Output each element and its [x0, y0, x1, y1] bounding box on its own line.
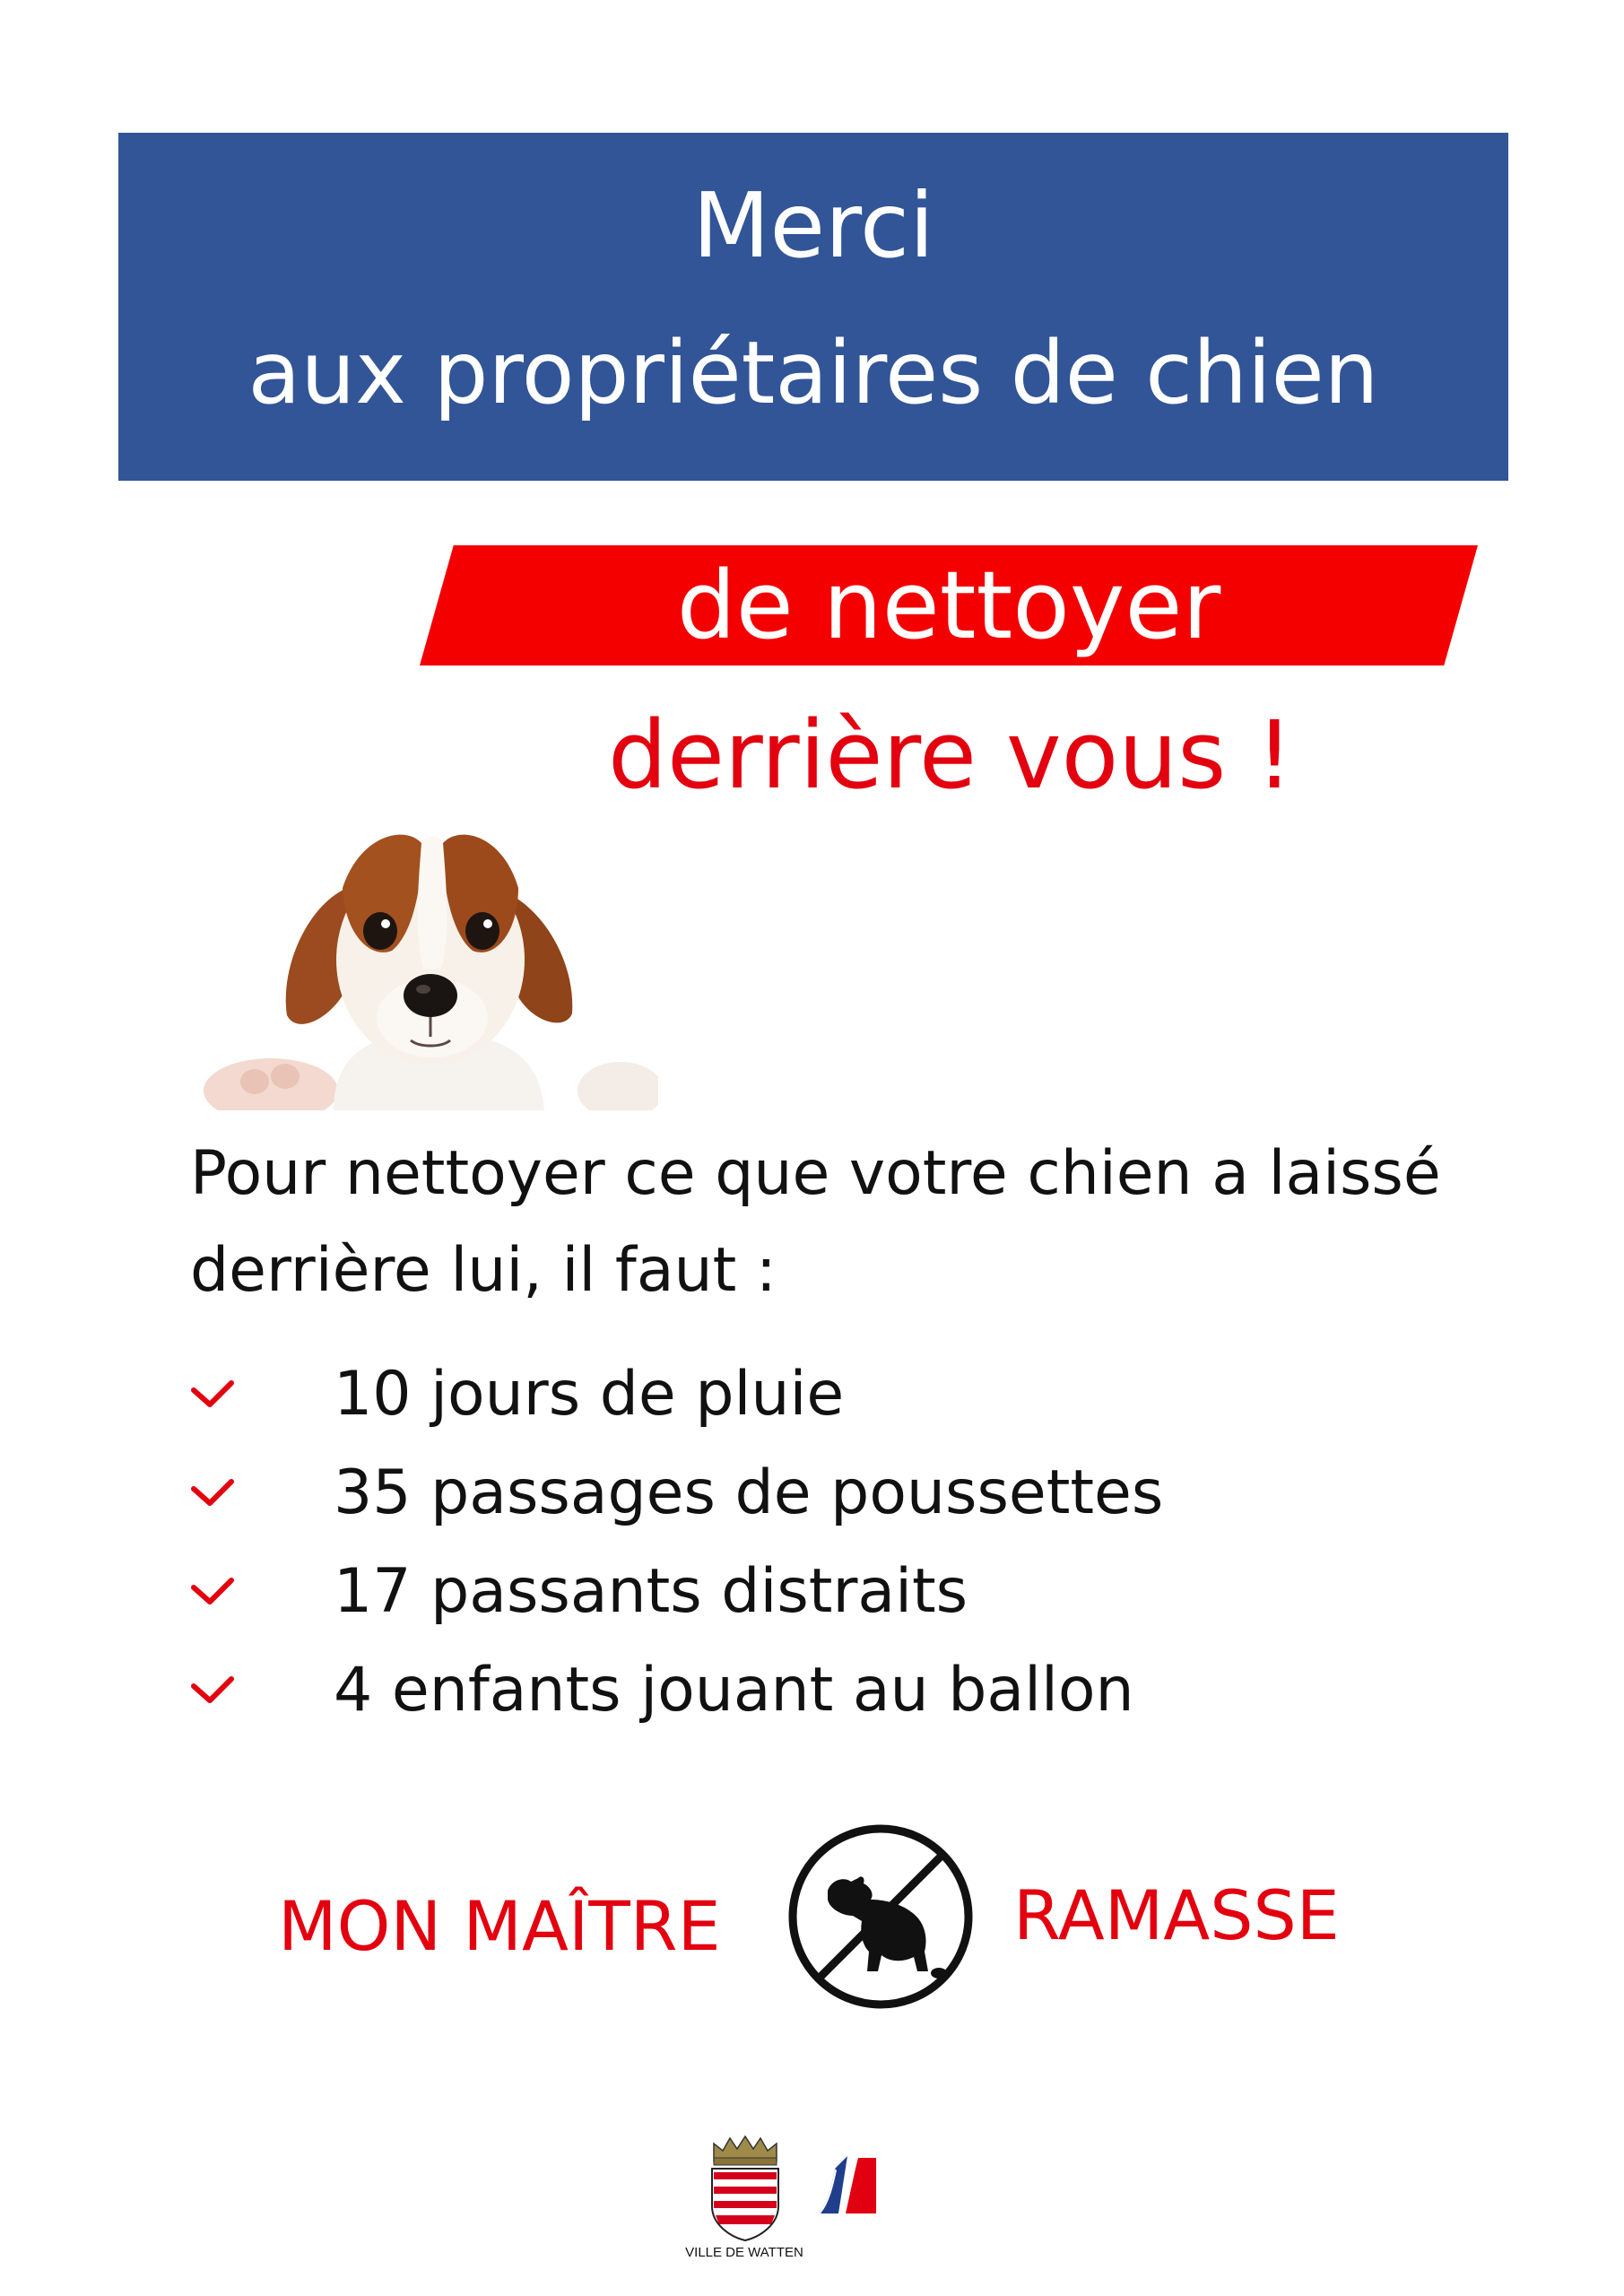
- header-title-line1: Merci: [692, 173, 934, 278]
- list-item: [190, 1345, 1163, 1444]
- intro-text: Pour nettoyer ce que votre chien a laissé derrière lui, il faut :: [190, 1138, 1441, 1306]
- red-banner-text: de nettoyer: [676, 551, 1221, 660]
- checkmark-icon: [190, 1575, 235, 1609]
- slogan-left: MON MAÎTRE: [278, 1886, 721, 1966]
- checkmark-icon: [190, 1378, 235, 1412]
- list-item-text: 35 passages de poussettes: [334, 1457, 1164, 1528]
- cleaning-list: [190, 1345, 1163, 1740]
- no-dog-fouling-icon: [785, 1821, 977, 2013]
- list-item-text: 10 jours de pluie: [334, 1359, 845, 1430]
- checkmark-icon: [190, 1674, 235, 1708]
- list-item: [190, 1444, 1163, 1543]
- slogan-right: RAMASSE: [1013, 1875, 1340, 1955]
- list-item: [190, 1641, 1163, 1740]
- marianne-logo-icon: [812, 2151, 881, 2219]
- checkmark-icon: [190, 1476, 235, 1510]
- red-subtitle: derrière vous !: [607, 700, 1294, 810]
- list-item-text: 17 passants distraits: [334, 1556, 968, 1627]
- list-item-text: 4 enfants jouant au ballon: [334, 1655, 1134, 1726]
- list-item: [190, 1543, 1163, 1641]
- puppy-image: [199, 825, 658, 1110]
- crest-caption: VILLE DE WATTEN: [685, 2245, 803, 2260]
- header-title-line2: aux propriétaires de chien: [248, 323, 1379, 423]
- header-banner: [118, 133, 1508, 481]
- town-crest-icon: [705, 2135, 786, 2242]
